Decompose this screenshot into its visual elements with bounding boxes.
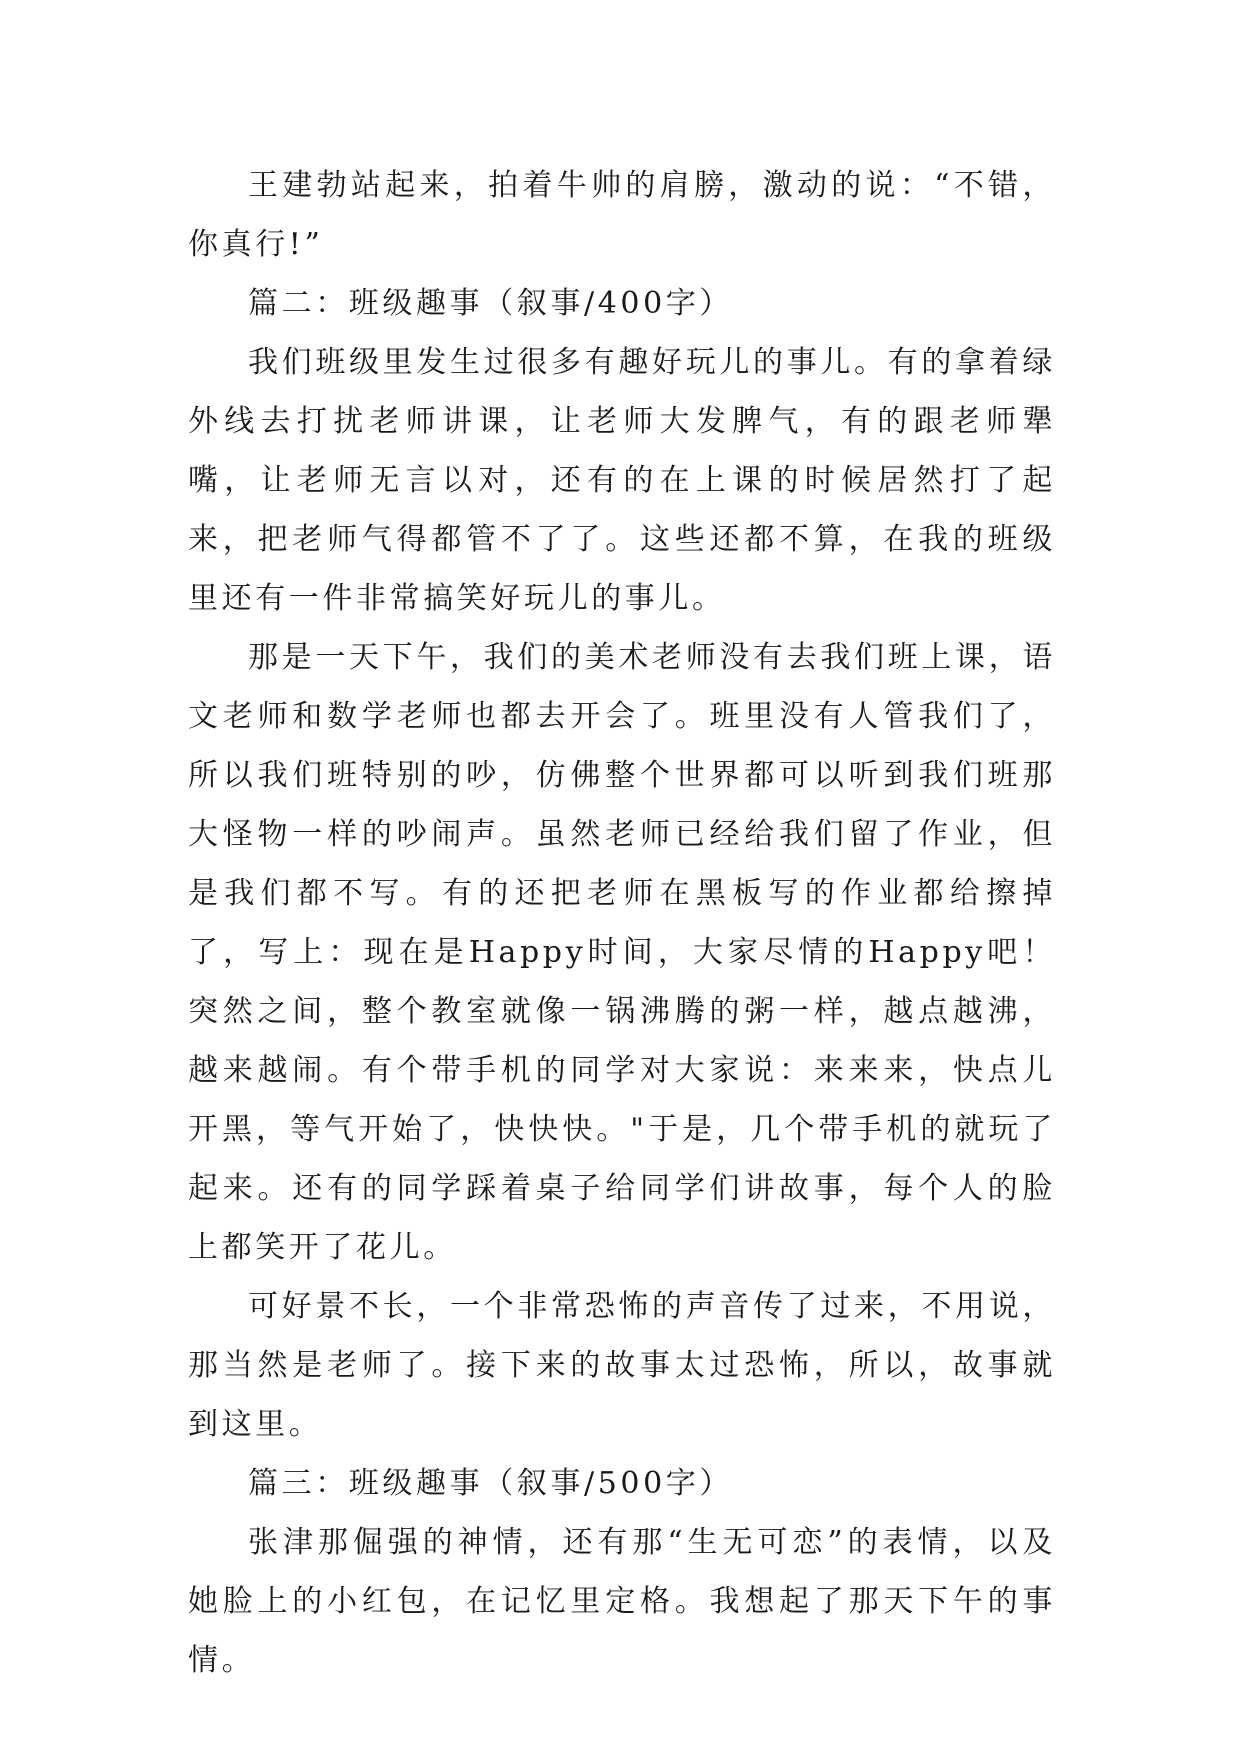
section-heading-2: 篇二：班级趣事（叙事/400字）: [248, 286, 733, 321]
paragraph-1: 王建勃站起来，拍着牛帅的肩膀，激动的说：“不错，你真行!”: [188, 168, 1056, 262]
paragraph-3: 那是一天下午，我们的美术老师没有去我们班上课，语文老师和数学老师也都去开会了。班里没有人管我们了，所以我们班特别的吵，仿佛整个世界都可以听到我们班那大怪物一样的吵闹声。虽然老师已经给我们留了作业，但是我们都不写。有的还把老师在黑板写的作业都给擦掉了，写上：现在是Happy时间，大家尽情的Happy吧！突然之间，整个教室就像一锅沸腾的粥一样，越点越沸，越来越闹。有个带手机的同学对大家说：来来来，快点儿开黑，等气开始了，快快快。"于是，几个带手机的就玩了起来。还有的同学踩着桌子给同学们讲故事，每个人的脸上都笑开了花儿。: [188, 640, 1056, 1265]
document-body: [188, 156, 1056, 1690]
section-heading-3: 篇三：班级趣事（叙事/500字）: [248, 1466, 733, 1501]
paragraph-5: 张津那倔强的神情，还有那“生无可恋”的表情，以及她脸上的小红包，在记忆里定格。我想起了那天下午的事情。: [188, 1525, 1056, 1678]
paragraph-2: 我们班级里发生过很多有趣好玩儿的事儿。有的拿着绿外线去打扰老师讲课，让老师大发脾气，有的跟老师犟嘴，让老师无言以对，还有的在上课的时候居然打了起来，把老师气得都管不了了。这些还都不算，在我的班级里还有一件非常搞笑好玩儿的事儿。: [188, 345, 1056, 616]
paragraph-4: 可好景不长，一个非常恐怖的声音传了过来，不用说，那当然是老师了。接下来的故事太过恐怖，所以，故事就到这里。: [188, 1289, 1056, 1442]
